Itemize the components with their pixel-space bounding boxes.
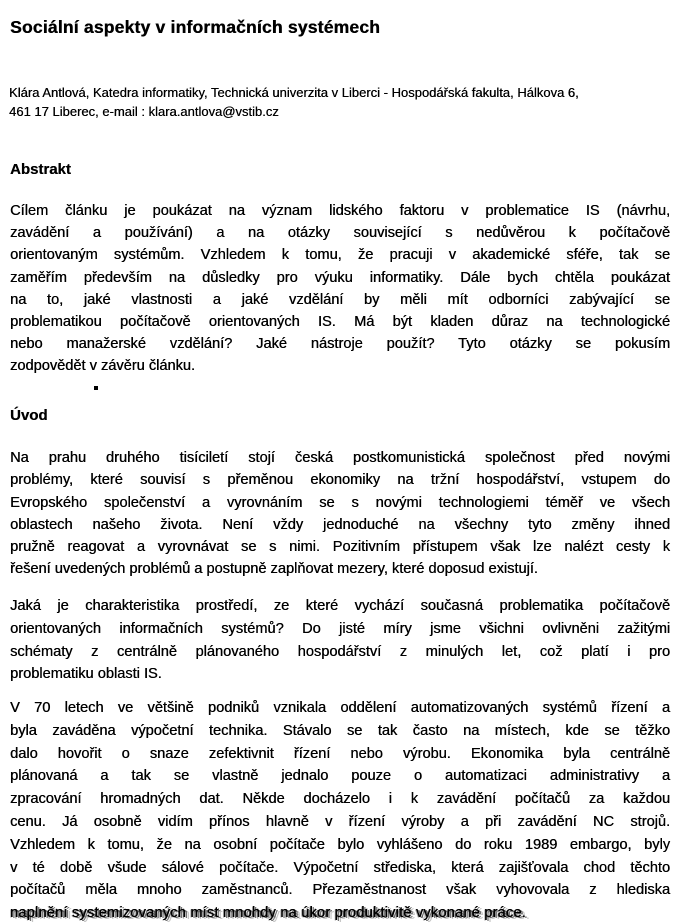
text-line: naplnění systemizovaných míst mnohdy na úkor produktivitě vykonané práce. xyxy=(10,905,526,922)
page-title: Sociální aspekty v informačních systémech xyxy=(10,17,381,37)
text-line: Evropského společenství a vyrovnáním se s novými technologiemi téměř ve všech xyxy=(10,494,670,511)
text-line: byla zaváděna výpočetní technika. Stávalo se tak často na místech, kde se těžko xyxy=(10,722,670,739)
text-line: orientovaných informačních systémů? Do jisté míry jsme všichni ovlivněni zažitými xyxy=(10,620,670,637)
text-line: v té době všude sálové počítače. Výpočetní střediska, která zajišťovala chod těchto xyxy=(10,859,670,876)
text-line: 461 17 Liberec, e-mail : klara.antlova@vstib.cz xyxy=(9,103,279,119)
text-line: cenu. Já osobně vidím přínos hlavně v řízení výroby a při zavádění NC strojů. xyxy=(10,813,670,830)
text-line: oblastech našeho života. Není vždy jednoduché na všechny tyto změny ihned xyxy=(10,516,670,533)
text-line: orientovaným systémům. Vzhledem k tomu, že pracuji v akademické sféře, tak se xyxy=(10,247,670,264)
text-line: dalo hovořit o snaze zefektivnit řízení nebo výrobu. Ekonomika byla centrálně xyxy=(10,745,670,762)
text-line: V 70 letech ve většině podniků vznikala oddělení automatizovaných systémů řízení a xyxy=(10,700,670,716)
text-line: pružně reagovat a vyrovnávat se s nimi. Pozitivním přístupem však lze nalézt cesty k xyxy=(10,539,670,556)
text-line: zaměřím především na důsledky pro výuku informatiky. Dále bych chtěla poukázat xyxy=(10,269,670,286)
uvod-paragraph-1 xyxy=(10,447,670,581)
text-line: Cílem článku je poukázat na význam lidského faktoru v problematice IS (návrhu, xyxy=(10,203,670,219)
uvod-paragraph-2 xyxy=(10,595,670,686)
text-line: Klára Antlová, Katedra informatiky, Technická univerzita v Liberci - Hospodářská fakulta, Hálkova 6, xyxy=(9,85,579,100)
text-line: schématy z centrálně plánovaného hospodářství z minulých let, což platí i pro xyxy=(10,643,670,660)
section-heading-uvod: Úvod xyxy=(10,407,48,424)
text-line: nebo manažerské vzdělání? Jaké nástroje použít? Tyto otázky se pokusím xyxy=(10,336,670,353)
uvod-paragraph-3 xyxy=(10,697,670,922)
text-line: plánovaná a tak se vlastně jednalo pouze o automatizaci administrativy a xyxy=(10,768,670,785)
section-heading-abstrakt: Abstrakt xyxy=(10,161,71,178)
text-line: zodpovědět v závěru článku. xyxy=(10,358,195,375)
abstract-paragraph xyxy=(10,200,670,378)
text-line: počítačů měla mnoho zaměstnanců. Přezaměstnanost však vyhovovala z hlediska xyxy=(10,882,670,899)
text-line: řešení uvedených problémů a postupně zaplňovat mezery, které doposud existují. xyxy=(10,561,538,578)
author-affiliation-block xyxy=(9,84,687,121)
text-line: zavádění a používání) a na otázky související s nedůvěrou k počítačově xyxy=(10,225,670,242)
text-line: Jaká je charakteristika prostředí, ze které vychází současná problematika počítačově xyxy=(10,598,670,614)
text-line: zpracování hromadných dat. Někde docházelo i k zavádění počítačů za každou xyxy=(10,791,670,808)
text-line: Na prahu druhého tisíciletí stojí česká postkomunistická společnost před novými xyxy=(10,450,670,466)
text-line: na to, jaké vlastnosti a jaké vzdělání by měli mít odborníci zabývající se xyxy=(10,291,670,308)
text-line: Vzhledem k tomu, že na osobní počítače bylo vyhlášeno do roku 1989 embargo, byly xyxy=(10,836,670,853)
text-line: problematikou počítačově orientovaných IS. Má být kladen důraz na technologické xyxy=(10,314,670,331)
text-line: problematiku oblasti IS. xyxy=(10,666,162,683)
text-line: problémy, které souvisí s přeměnou ekonomiky na tržní hospodářství, vstupem do xyxy=(10,472,670,489)
scan-speck xyxy=(94,386,98,390)
